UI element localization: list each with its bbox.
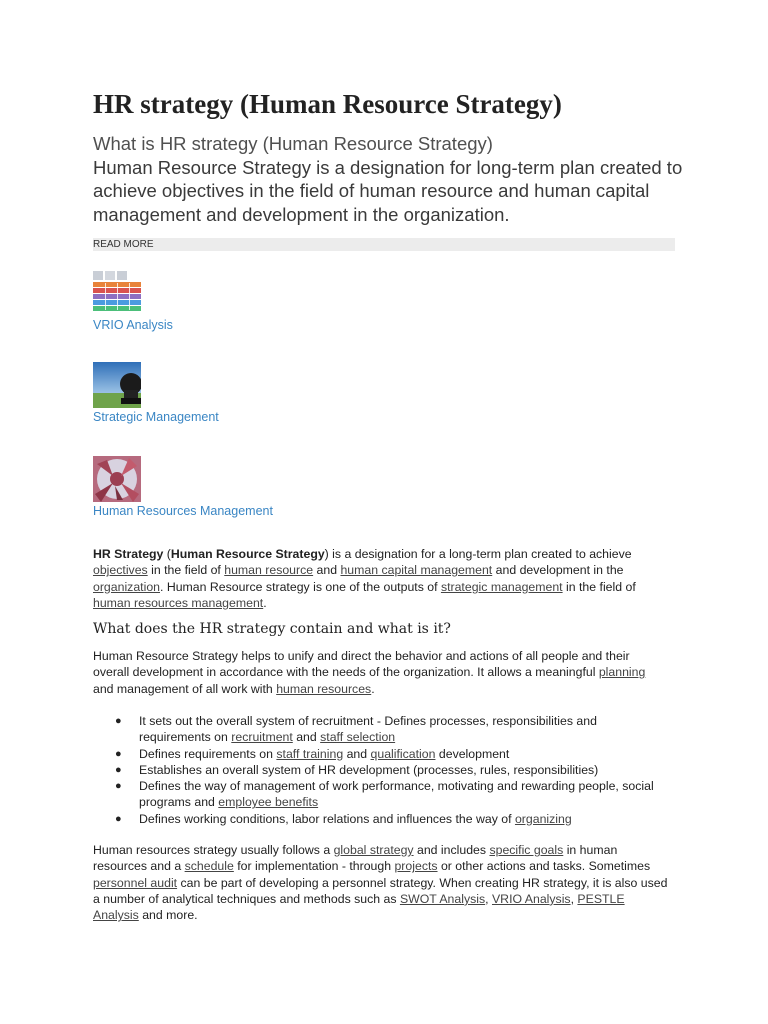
inline-link[interactable]: recruitment: [231, 730, 293, 745]
inline-link[interactable]: staff training: [276, 746, 344, 761]
related-link-vrio[interactable]: VRIO Analysis: [93, 318, 173, 332]
lead-block: [93, 132, 683, 226]
inline-link[interactable]: qualification: [370, 746, 436, 761]
bold-term: HR Strategy: [93, 547, 164, 561]
inline-link[interactable]: human resources: [276, 681, 372, 696]
list-item: [93, 746, 668, 762]
bullet-icon: ●: [115, 747, 122, 760]
list-item-text: Defines the way of management of work performance, motivating and rewarding people, social programs and employee benefits: [139, 779, 654, 810]
related-item-hrm[interactable]: [93, 456, 273, 519]
closing-paragraph: Human resources strategy usually follows a global strategy and includes specific goals in human resources and a schedule for implementation - through projects or other actions and tasks. Sometimes personnel audit can be part of developing a personnel strategy. When creating HR strategy, it is also used a number of analytical techniques and methods such as SWOT Analysis, VRIO Analysis, PESTLE Analysis and more.: [93, 843, 668, 923]
list-item: [93, 778, 668, 811]
inline-link[interactable]: VRIO Analysis: [491, 891, 571, 906]
inline-link[interactable]: schedule: [184, 859, 234, 874]
bullet-icon: ●: [115, 763, 122, 776]
inline-link[interactable]: objectives: [93, 563, 148, 578]
bullet-icon: ●: [115, 715, 122, 727]
bold-term: Human Resource Strategy: [170, 547, 325, 561]
list-item-text: It sets out the overall system of recruitment - Defines processes, responsibilities and requirements on recruitment and staff selection: [139, 714, 597, 745]
inline-link[interactable]: human resources management: [93, 595, 264, 610]
inline-link[interactable]: projects: [394, 859, 438, 874]
related-item-vrio[interactable]: [93, 270, 173, 333]
inline-link[interactable]: specific goals: [489, 843, 564, 857]
list-item: [93, 811, 668, 827]
related-link-hrm[interactable]: Human Resources Management: [93, 504, 273, 518]
read-more-button[interactable]: [93, 238, 675, 251]
related-link-strategic-management[interactable]: Strategic Management: [93, 410, 219, 424]
inline-link[interactable]: human capital management: [340, 563, 493, 578]
chess-piece-thumbnail: [93, 362, 141, 408]
inline-link[interactable]: staff selection: [320, 730, 396, 745]
page-title: HR strategy (Human Resource Strategy): [93, 89, 562, 119]
inline-link[interactable]: SWOT Analysis: [399, 891, 486, 906]
section-paragraph: Human Resource Strategy helps to unify and direct the behavior and actions of all people and their overall development in accordance with the needs of the organization. It allows a meaningful planning and management of all work with human resources.: [93, 649, 646, 696]
section-heading: What does the HR strategy contain and what is it?: [93, 621, 451, 637]
inline-link[interactable]: organization: [93, 579, 160, 594]
list-item: [93, 762, 668, 778]
inline-link[interactable]: planning: [598, 665, 646, 680]
inline-link[interactable]: strategic management: [440, 579, 563, 594]
read-more-label: READ MORE: [93, 239, 154, 250]
inline-link[interactable]: global strategy: [333, 843, 414, 857]
bullet-icon: ●: [115, 812, 122, 825]
related-item-strategic-management[interactable]: [93, 362, 219, 425]
list-item-text: Defines working conditions, labor relations and influences the way of organizing: [139, 811, 572, 826]
lead-text: Human Resource Strategy is a designation for long-term plan created to achieve objectives in the field of human resource and human capital management and development in the organization.: [93, 156, 683, 225]
list-item-text: Establishes an overall system of HR development (processes, rules, responsibilities): [139, 762, 599, 777]
intro-paragraph: HR Strategy (Human Resource Strategy) is a designation for a long-term plan created to achieve objectives in the field of human resource and human capital management and development in the organization. Human Resource strategy is one of the outputs of strategic management in the field of human resources management.: [93, 547, 636, 610]
vrio-table-thumbnail: [93, 270, 141, 316]
inline-link[interactable]: employee benefits: [218, 795, 319, 810]
bullet-list: [93, 713, 668, 827]
inline-link[interactable]: personnel audit: [93, 875, 178, 890]
list-item-text: Defines requirements on staff training and qualification development: [139, 746, 510, 761]
inline-link[interactable]: organizing: [514, 811, 572, 826]
inline-link[interactable]: human resource: [224, 563, 314, 578]
list-item: [93, 713, 668, 746]
team-hands-thumbnail: [93, 456, 141, 502]
inline-link[interactable]: PESTLE Analysis: [93, 891, 625, 923]
bullet-icon: ●: [115, 780, 122, 793]
lead-question: What is HR strategy (Human Resource Strategy): [93, 133, 493, 154]
